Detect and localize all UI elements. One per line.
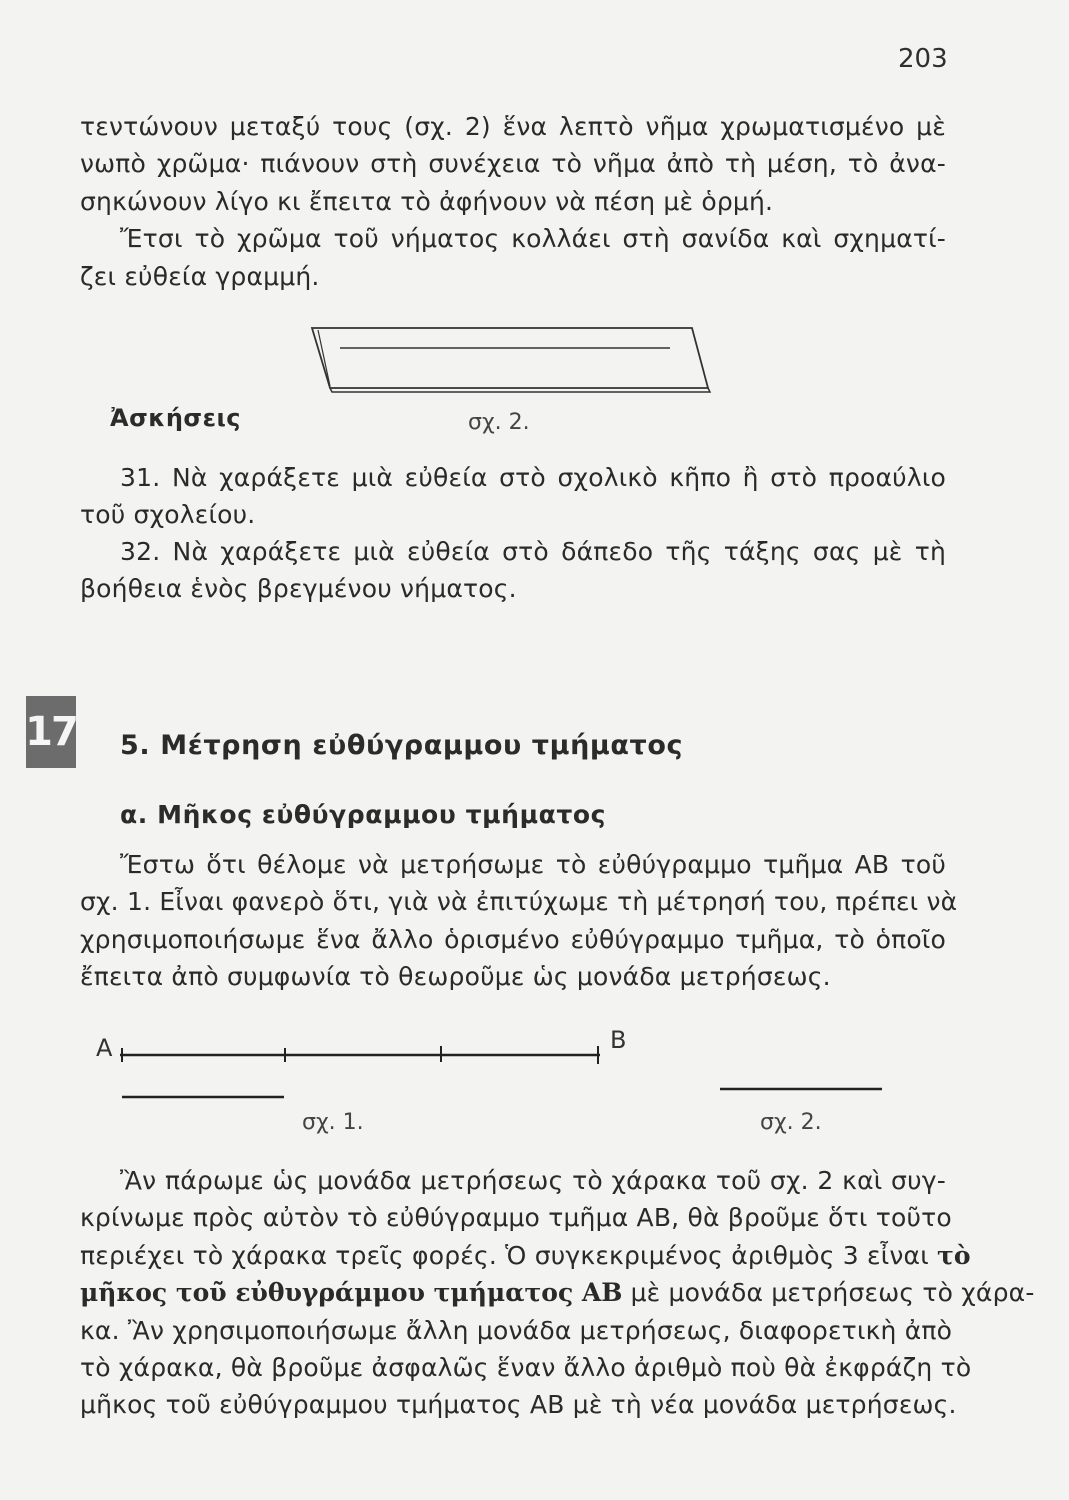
exercise-line: τοῦ σχολείου. <box>80 500 256 530</box>
intro-line: ζει εὐθεία γραμμή. <box>80 261 320 291</box>
intro-line: σηκώνουν λίγο κι ἔπειτα τὸ ἀφήνουν νὰ πέση μὲ ὁρμή. <box>80 186 774 216</box>
segment-ab-figure <box>110 1040 610 1070</box>
intro-paragraph <box>80 108 946 295</box>
section-title: 5. Μέτρηση εὐθύγραμμου τμήματος <box>120 730 684 761</box>
point-b-label: Β <box>610 1026 627 1054</box>
segment-figure-caption-1: σχ. 1. <box>302 1110 364 1135</box>
paragraph-line: Ἂν πάρωμε ὡς μονάδα μετρήσεως τὸ χάρακα τοῦ σχ. 2 καὶ συγ- <box>120 1166 946 1195</box>
board-figure <box>300 318 720 398</box>
exercise-32 <box>80 533 946 608</box>
board-figure-caption: σχ. 2. <box>468 410 530 435</box>
intro-line: τεντώνουν μεταξύ τους (σχ. 2) ἕνα λεπτὸ νῆμα χρωματισμένο μὲ <box>80 112 946 141</box>
exercise-line: βοήθεια ἑνὸς βρεγμένου νήματος. <box>80 574 517 604</box>
exercise-line: 32. Νὰ χαράξετε μιὰ εὐθεία στὸ δάπεδο τῆς τάξης σας μὲ τὴ <box>120 537 946 566</box>
exercises-heading: Ἀσκήσεις <box>110 404 242 432</box>
segment-figure-caption-2: σχ. 2. <box>760 1110 822 1135</box>
paragraph-line: σχ. 1. Εἶναι φανερὸ ὅτι, γιὰ νὰ ἐπιτύχωμε τὴ μέτρησή του, πρέπει νὰ <box>80 887 958 917</box>
subsection-title: α. Μῆκος εὐθύγραμμου τμήματος <box>120 800 607 829</box>
unit-segment-copy <box>118 1090 288 1104</box>
paragraph-text: μὲ μονάδα μετρήσεως τὸ χάρα- <box>630 1278 1035 1308</box>
exercise-line: 31. Νὰ χαράξετε μιὰ εὐθεία στὸ σχολικὸ κῆπο ἢ στὸ προαύλιο <box>120 463 946 492</box>
paragraph-line: τὸ χάρακα, θὰ βροῦμε ἀσφαλῶς ἕναν ἄλλο ἀριθμὸ ποὺ θὰ ἐκφράζη τὸ <box>80 1353 972 1383</box>
paragraph-line: κα. Ἂν χρησιμοποιήσωμε ἄλλη μονάδα μετρήσεως, διαφορετικὴ ἀπὸ <box>80 1315 953 1345</box>
paragraph-line: χρησιμοποιήσωμε ἕνα ἄλλο ὁρισμένο εὐθύγραμμο τμῆμα, τὸ ὁποῖο <box>80 924 946 954</box>
section-paragraph-2 <box>80 1162 1035 1424</box>
intro-line: Ἔτσι τὸ χρῶμα τοῦ νήματος κολλάει στὴ σανίδα καὶ σχηματί- <box>120 224 946 254</box>
paragraph-line: μῆκος τοῦ εὐθύγραμμου τμήματος ΑΒ μὲ τὴ νέα μονάδα μετρήσεως. <box>80 1390 957 1420</box>
paragraph-line: Ἔστω ὅτι θέλομε νὰ μετρήσωμε τὸ εὐθύγραμμο τμῆμα ΑΒ τοῦ <box>120 850 946 879</box>
intro-line: νωπὸ χρῶμα· πιάνουν στὴ συνέχεια τὸ νῆμα ἀπὸ τὴ μέση, τὸ ἀνα- <box>80 149 946 179</box>
bold-term: τὸ <box>937 1240 971 1270</box>
paragraph-line: ἔπειτα ἀπὸ συμφωνία τὸ θεωροῦμε ὡς μονάδα μετρήσεως. <box>80 962 831 992</box>
paragraph-line <box>80 1237 971 1274</box>
exercise-31 <box>80 459 946 534</box>
paragraph-line <box>80 1274 1035 1311</box>
paragraph-text: περιέχει τὸ χάρακα τρεῖς φορές. Ὁ συγκεκριμένος ἀριθμὸς 3 εἶναι <box>80 1240 929 1270</box>
ruler-unit-segment <box>716 1082 886 1096</box>
point-a-label: Α <box>96 1034 113 1062</box>
paragraph-line: κρίνωμε πρὸς αὐτὸν τὸ εὐθύγραμμο τμῆμα ΑΒ, θὰ βροῦμε ὅτι τοῦτο <box>80 1203 952 1233</box>
bold-term-length-ab: μῆκος τοῦ εὐθυγράμμου τμήματος ΑΒ <box>80 1278 623 1308</box>
page-number: 203 <box>898 44 948 74</box>
section-paragraph-1 <box>80 846 958 996</box>
section-number-badge: 17 <box>26 696 76 768</box>
